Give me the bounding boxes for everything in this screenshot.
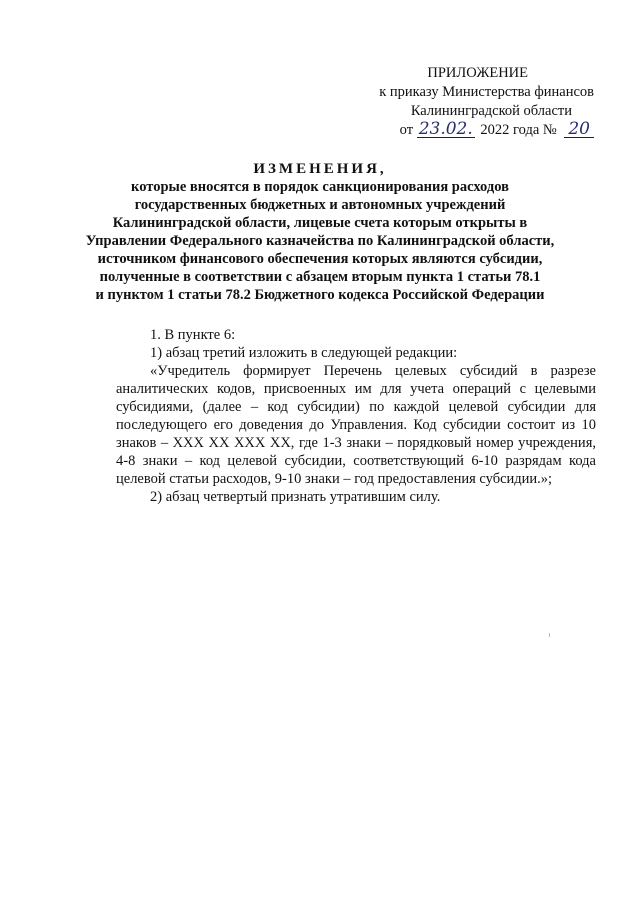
subitem-1: 1) абзац третий изложить в следующей редакции: <box>150 345 458 361</box>
appendix-title: ПРИЛОЖЕНИЕ <box>427 65 528 81</box>
scan-speck <box>549 633 550 637</box>
quote-line: целевой статьи расходов, 9-10 знаки – год предоставления субсидии.»; <box>116 471 553 487</box>
heading-line: источником финансового обеспечения которых являются субсидии, <box>97 251 543 267</box>
heading-line: государственных бюджетных и автономных учреждений <box>134 197 506 213</box>
heading-line: полученные в соответствии с абзацем вторым пункта 1 статьи 78.1 <box>99 269 541 285</box>
appendix-date-line <box>334 121 594 140</box>
appendix-order-line: к приказу Министерства финансов <box>379 84 594 100</box>
appendix-header <box>334 64 594 140</box>
subitem-2: 2) абзац четвертый признать утратившим силу. <box>150 489 441 505</box>
heading-line: Управлении Федерального казначейства по Калининградской области, <box>85 233 555 249</box>
item-1: 1. В пункте 6: <box>150 327 236 343</box>
handwritten-number: 20 <box>564 121 594 138</box>
heading-title: ИЗМЕНЕНИЯ, <box>253 161 387 177</box>
handwritten-date: 23.02. <box>418 119 473 139</box>
document-heading <box>78 160 562 304</box>
document-body <box>116 326 596 506</box>
quote-line: знаков – XXX XX XXX XX, где 1-3 знаки – порядковый номер учреждения, <box>116 435 596 451</box>
quote-line: «Учредитель формирует Перечень целевых субсидий в разрезе <box>150 363 596 379</box>
date-prefix: от <box>399 122 414 138</box>
quote-line: аналитических кодов, присвоенных им для учета операций с целевыми <box>116 381 596 397</box>
heading-line: Калининградской области, лицевые счета которым открыты в <box>112 215 528 231</box>
year-text: 2022 года № <box>480 122 557 138</box>
quote-line: субсидиями, (далее – код субсидии) по каждой целевой субсидии для <box>116 399 596 415</box>
heading-line: которые вносятся в порядок санкционирования расходов <box>131 179 509 195</box>
heading-line: и пунктом 1 статьи 78.2 Бюджетного кодекса Российской Федерации <box>95 287 545 303</box>
appendix-region-line: Калининградской области <box>410 103 572 119</box>
quote-line: 4-8 знаки – код целевой субсидии, соответствующий 6-10 разрядам кода <box>116 453 596 469</box>
quote-line: последующего его доведения до Управления. Код субсидии состоит из 10 <box>116 417 596 433</box>
